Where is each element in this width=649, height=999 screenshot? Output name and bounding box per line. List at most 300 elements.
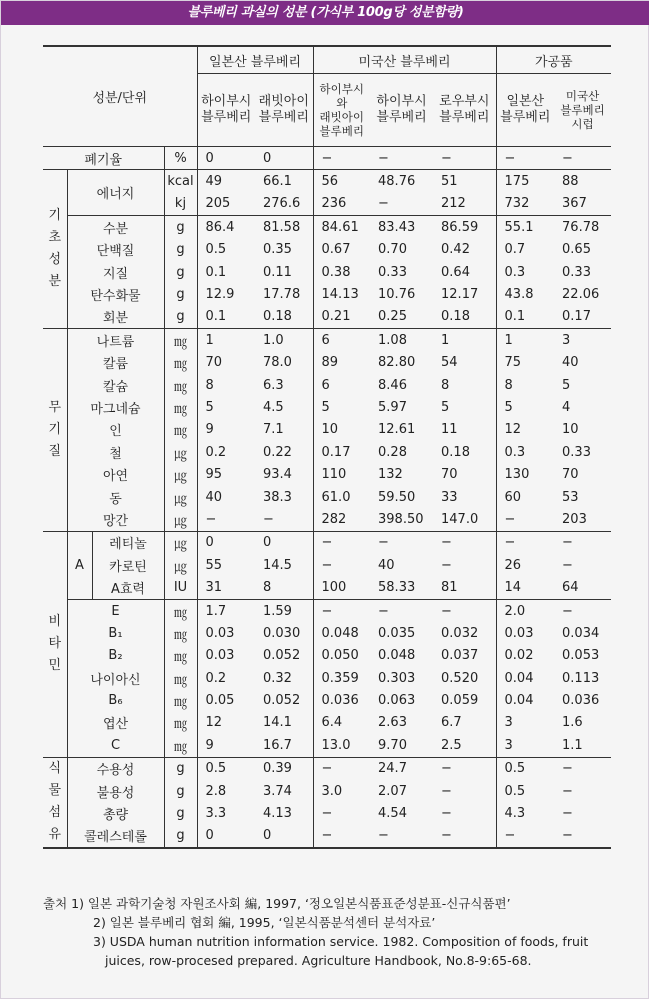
value-cell: 5.97 xyxy=(378,399,407,415)
value-cell: 0.052 xyxy=(263,648,301,664)
value-cell: 0.059 xyxy=(441,693,479,709)
category-char: 섬 xyxy=(48,805,62,821)
value-cell: 86.4 xyxy=(197,216,255,239)
category-char: 유 xyxy=(48,827,62,843)
column-header-line: 미국산 xyxy=(565,89,600,103)
value-cell: 0.048 xyxy=(313,622,370,644)
value-cell: − xyxy=(496,508,554,531)
value-cell: − xyxy=(433,147,496,170)
value-cell: 1 xyxy=(197,329,255,352)
unit-cell: IU xyxy=(164,576,197,599)
value-cell: − xyxy=(562,806,573,822)
column-header xyxy=(197,74,255,147)
column-header-line: 래빗아이 xyxy=(319,110,364,124)
value-cell: − xyxy=(313,757,370,780)
value-cell: 0.3 xyxy=(496,261,554,283)
value-cell: 3.0 xyxy=(313,780,370,802)
value-cell: 5 xyxy=(562,377,571,393)
value-cell: 7.1 xyxy=(263,422,284,438)
row-retinol xyxy=(43,531,611,554)
value-cell: 70 xyxy=(441,467,458,483)
nutrition-table xyxy=(43,45,611,849)
value-cell: 88 xyxy=(554,170,611,193)
unit-cell: ㎎ xyxy=(164,419,197,441)
row-potassium xyxy=(43,352,611,374)
row-vit_b1 xyxy=(43,622,611,644)
unit-cell: ㎍ xyxy=(164,441,197,463)
value-cell: 0.052 xyxy=(263,693,301,709)
unit-cell: ㎎ xyxy=(164,374,197,396)
value-cell: 0 xyxy=(255,825,313,848)
value-cell: 0.053 xyxy=(562,648,600,664)
category-char: 비 xyxy=(48,614,62,630)
group-header-usa: 미국산 블루베리 xyxy=(313,46,496,74)
component-name: 인 xyxy=(109,424,122,440)
component-name: 지질 xyxy=(102,266,129,282)
value-cell: 0.03 xyxy=(197,622,255,644)
value-cell: 22.06 xyxy=(562,287,600,303)
row-energy-kcal xyxy=(43,170,611,193)
category-char: 민 xyxy=(48,658,62,674)
value-cell: 10 xyxy=(562,422,579,438)
value-cell: 8 xyxy=(441,377,450,393)
value-cell: 0.25 xyxy=(378,309,407,325)
column-header-line: 블루베리 xyxy=(560,103,605,117)
source-note-3: 3) USDA human nutrition information service. 1982. Composition of foods, fruit xyxy=(93,934,589,949)
row-copper xyxy=(43,486,611,508)
value-cell: 0.034 xyxy=(562,625,600,641)
row-protein xyxy=(43,239,611,261)
row-carotene xyxy=(43,554,611,576)
category-char: 질 xyxy=(48,443,62,459)
value-cell: 5 xyxy=(313,396,370,418)
value-cell: 61.0 xyxy=(313,486,370,508)
value-cell: 12.61 xyxy=(378,422,416,438)
value-cell: 0.03 xyxy=(496,622,554,644)
unit-cell: g xyxy=(164,306,197,329)
value-cell: − xyxy=(433,599,496,622)
page-title: 블루베리 과실의 성분 (가식부 100g당 성분함량) xyxy=(1,1,649,25)
value-cell: − xyxy=(313,554,370,576)
component-name: 엽산 xyxy=(102,717,129,733)
value-cell: − xyxy=(313,147,370,170)
column-header-line: 블루베리 xyxy=(258,110,309,125)
value-cell: 8.46 xyxy=(378,377,407,393)
value-cell: − xyxy=(313,531,370,554)
component-name: 아연 xyxy=(102,469,129,485)
value-cell: − xyxy=(562,557,573,573)
value-cell: 0.5 xyxy=(197,239,255,261)
row-sodium xyxy=(43,329,611,352)
value-cell: 100 xyxy=(313,576,370,599)
value-cell: 0.3 xyxy=(496,441,554,463)
column-header xyxy=(313,74,370,147)
component-name: 총량 xyxy=(102,808,129,824)
component-unit-header: 성분/단위 xyxy=(43,46,197,147)
component-name: 수분 xyxy=(67,216,164,239)
value-cell: 5 xyxy=(441,399,450,415)
column-header-line: 래빗아이 xyxy=(258,94,309,109)
component-name: 탄수화물 xyxy=(90,289,141,305)
value-cell: 0.063 xyxy=(378,693,416,709)
value-cell: 58.33 xyxy=(378,580,416,596)
value-cell: 0.2 xyxy=(197,667,255,689)
value-cell: 0.04 xyxy=(496,667,554,689)
value-cell: 0.70 xyxy=(378,242,407,258)
column-header xyxy=(554,74,611,147)
value-cell: 0 xyxy=(197,147,255,170)
unit-cell: ㎍ xyxy=(164,486,197,508)
value-cell: 0.42 xyxy=(441,242,470,258)
value-cell: 14.1 xyxy=(263,715,292,731)
category-char: 무 xyxy=(48,399,62,415)
value-cell: 1.6 xyxy=(562,715,583,731)
value-cell: 0.303 xyxy=(378,670,416,686)
unit-cell: g xyxy=(164,216,197,239)
value-cell: 0.11 xyxy=(263,264,292,280)
value-cell: 14.5 xyxy=(263,557,292,573)
unit-cell: kj xyxy=(164,193,197,216)
value-cell: 70 xyxy=(197,352,255,374)
value-cell: 0.04 xyxy=(496,689,554,711)
value-cell: 3.3 xyxy=(197,802,255,824)
value-cell: 84.61 xyxy=(313,216,370,239)
value-cell: 9 xyxy=(197,734,255,757)
component-name: B₆ xyxy=(108,693,123,709)
row-vit_e xyxy=(43,599,611,622)
value-cell: 12 xyxy=(197,712,255,734)
unit-cell: g xyxy=(164,283,197,305)
value-cell: 11 xyxy=(441,422,458,438)
value-cell: 132 xyxy=(378,467,403,483)
value-cell: 0.036 xyxy=(562,693,600,709)
value-cell: 0.036 xyxy=(313,689,370,711)
value-cell: 83.43 xyxy=(370,216,433,239)
value-cell: 93.4 xyxy=(263,467,292,483)
value-cell: − xyxy=(197,508,255,531)
category-char: 성 xyxy=(48,252,62,268)
value-cell: 1.59 xyxy=(255,599,313,622)
value-cell: − xyxy=(433,825,496,848)
value-cell: 205 xyxy=(197,193,255,216)
value-cell: 6.3 xyxy=(263,377,284,393)
unit-cell: g xyxy=(164,239,197,261)
value-cell: 40 xyxy=(197,486,255,508)
header-row-groups xyxy=(43,46,611,74)
value-cell: 0.18 xyxy=(441,309,470,325)
value-cell: 0.037 xyxy=(441,648,479,664)
category-char: 물 xyxy=(48,783,62,799)
value-cell: 1.1 xyxy=(562,737,583,753)
row-phosphorus xyxy=(43,419,611,441)
value-cell: − xyxy=(496,147,554,170)
value-cell: 6 xyxy=(313,329,370,352)
row-cholesterol xyxy=(43,825,611,848)
value-cell: 4 xyxy=(562,399,571,415)
value-cell: 0 xyxy=(255,531,313,554)
value-cell: − xyxy=(554,531,611,554)
value-cell: 43.8 xyxy=(496,283,554,305)
unit-cell: ㎎ xyxy=(164,645,197,667)
value-cell: − xyxy=(562,783,573,799)
column-header xyxy=(370,74,433,147)
unit-cell: ㎍ xyxy=(164,463,197,485)
value-cell: 13.0 xyxy=(313,734,370,757)
value-cell: 2.0 xyxy=(496,599,554,622)
unit-cell: ㎎ xyxy=(164,622,197,644)
column-header-line: 하이부시 xyxy=(201,94,252,109)
unit-cell: g xyxy=(164,780,197,802)
component-name: C xyxy=(110,737,121,753)
value-cell: 203 xyxy=(562,511,587,527)
component-name: B₂ xyxy=(108,648,123,664)
column-header-line: 하이부시 xyxy=(376,94,427,109)
value-cell: − xyxy=(496,825,554,848)
value-cell: 9 xyxy=(197,419,255,441)
category-vitamin xyxy=(43,531,67,757)
value-cell: − xyxy=(441,806,452,822)
category-char: 초 xyxy=(48,230,62,246)
category-char: 식 xyxy=(48,761,62,777)
value-cell: 0.17 xyxy=(562,309,591,325)
source-note-2: 2) 일본 블루베리 협회 編, 1995, ‘일본식품분석센터 분석자료’ xyxy=(93,915,436,930)
component-name: 마그네슘 xyxy=(90,401,141,417)
unit-cell: ㎎ xyxy=(164,667,197,689)
value-cell: 0.035 xyxy=(378,625,416,641)
value-cell: 4.3 xyxy=(496,802,554,824)
value-cell: 6 xyxy=(313,374,370,396)
category-fiber xyxy=(43,757,67,848)
component-name: 불용성 xyxy=(96,785,135,801)
value-cell: 12.9 xyxy=(197,283,255,305)
value-cell: 1.7 xyxy=(197,599,255,622)
row-vit_c xyxy=(43,734,611,757)
row-manganese xyxy=(43,508,611,531)
row-calcium xyxy=(43,374,611,396)
value-cell: 60 xyxy=(496,486,554,508)
value-cell: 59.50 xyxy=(378,489,416,505)
value-cell: 0.05 xyxy=(197,689,255,711)
value-cell: − xyxy=(263,511,274,527)
value-cell: − xyxy=(313,802,370,824)
value-cell: − xyxy=(554,825,611,848)
row-ash xyxy=(43,306,611,329)
value-cell: 0.359 xyxy=(313,667,370,689)
value-cell: 1.0 xyxy=(255,329,313,352)
component-name: 칼슘 xyxy=(102,379,129,395)
column-header-line: 블루베리 xyxy=(201,110,252,125)
value-cell: 6.7 xyxy=(441,715,462,731)
row-insoluble xyxy=(43,780,611,802)
value-cell: 3.74 xyxy=(263,783,292,799)
category-char: 기 xyxy=(48,208,62,224)
value-cell: 0.032 xyxy=(441,625,479,641)
value-cell: 0.520 xyxy=(441,670,479,686)
value-cell: 0.1 xyxy=(197,306,255,329)
value-cell: 24.7 xyxy=(370,757,433,780)
value-cell: 0.02 xyxy=(496,645,554,667)
value-cell: 9.70 xyxy=(378,737,407,753)
component-name: 레티놀 xyxy=(92,531,164,554)
value-cell: − xyxy=(554,147,611,170)
value-cell: − xyxy=(496,531,554,554)
value-cell: 8 xyxy=(197,374,255,396)
value-cell: 49 xyxy=(197,170,255,193)
component-name: 수용성 xyxy=(67,757,164,780)
value-cell: 0.33 xyxy=(562,444,591,460)
unit-cell: g xyxy=(164,757,197,780)
unit-cell: ㎎ xyxy=(164,734,197,757)
row-folate xyxy=(43,712,611,734)
unit-cell: ㎎ xyxy=(164,712,197,734)
value-cell: 4.13 xyxy=(263,806,292,822)
component-name: 나트륨 xyxy=(67,329,164,352)
value-cell: 0.5 xyxy=(197,757,255,780)
component-name: A효력 xyxy=(110,582,145,598)
component-name: E xyxy=(67,599,164,622)
value-cell: − xyxy=(441,783,452,799)
unit-cell: g xyxy=(164,261,197,283)
column-header-line: 블루베리 xyxy=(439,110,490,125)
component-name: 철 xyxy=(109,446,122,462)
unit-cell: ㎎ xyxy=(164,396,197,418)
value-cell: 0.21 xyxy=(313,306,370,329)
column-header-line: 하이부시와 xyxy=(319,82,364,110)
value-cell: 10 xyxy=(313,419,370,441)
row-a_potency xyxy=(43,576,611,599)
value-cell: 0.28 xyxy=(378,444,407,460)
value-cell: 86.59 xyxy=(433,216,496,239)
value-cell: − xyxy=(441,557,452,573)
value-cell: 56 xyxy=(313,170,370,193)
value-cell: 0.050 xyxy=(313,645,370,667)
value-cell: 40 xyxy=(562,355,579,371)
value-cell: 276.6 xyxy=(263,196,301,212)
value-cell: 95 xyxy=(197,463,255,485)
value-cell: 0.113 xyxy=(562,670,600,686)
row-iron xyxy=(43,441,611,463)
category-char: 타 xyxy=(48,636,62,652)
value-cell: 31 xyxy=(197,576,255,599)
value-cell: 26 xyxy=(496,554,554,576)
source-note-4: juices, row-procesed prepared. Agriculture Handbook, No.8-9:65-68. xyxy=(105,953,532,968)
value-cell: 0 xyxy=(197,531,255,554)
row-total_fiber xyxy=(43,802,611,824)
value-cell: 3 xyxy=(554,329,611,352)
value-cell: 282 xyxy=(313,508,370,531)
value-cell: 82.80 xyxy=(378,355,416,371)
value-cell: 33 xyxy=(441,489,458,505)
unit-cell: g xyxy=(164,825,197,848)
row-water xyxy=(43,216,611,239)
value-cell: 1.08 xyxy=(370,329,433,352)
value-cell: 732 xyxy=(496,193,554,216)
column-header-line: 블루베리 xyxy=(319,124,364,138)
value-cell: − xyxy=(554,757,611,780)
value-cell: 398.50 xyxy=(378,511,424,527)
value-cell: 0.67 xyxy=(313,239,370,261)
value-cell: − xyxy=(370,147,433,170)
value-cell: 0.1 xyxy=(496,306,554,329)
value-cell: 2.63 xyxy=(378,715,407,731)
unit-cell: ㎎ xyxy=(164,599,197,622)
value-cell: 0.030 xyxy=(263,625,301,641)
value-cell: 70 xyxy=(562,467,579,483)
value-cell: 0.18 xyxy=(441,444,470,460)
value-cell: − xyxy=(370,531,433,554)
column-header-line: 일본산 xyxy=(506,94,545,109)
value-cell: 0.64 xyxy=(441,264,470,280)
value-cell: 55.1 xyxy=(496,216,554,239)
value-cell: 367 xyxy=(562,196,587,212)
value-cell: 51 xyxy=(433,170,496,193)
row-vit_b2 xyxy=(43,645,611,667)
value-cell: 75 xyxy=(496,352,554,374)
value-cell: 48.76 xyxy=(370,170,433,193)
unit-cell: ㎍ xyxy=(164,508,197,531)
component-name: B₁ xyxy=(108,625,123,641)
value-cell: 0.35 xyxy=(263,242,292,258)
row-waste xyxy=(43,147,611,170)
unit-cell: ㎎ xyxy=(164,352,197,374)
component-name: 폐기율 xyxy=(43,147,164,170)
value-cell: 0.65 xyxy=(562,242,591,258)
row-vit_b6 xyxy=(43,689,611,711)
component-name: 망간 xyxy=(102,513,129,529)
value-cell: 0.18 xyxy=(263,309,292,325)
value-cell: 12 xyxy=(496,419,554,441)
row-niacin xyxy=(43,667,611,689)
row-fat xyxy=(43,261,611,283)
value-cell: − xyxy=(378,196,389,212)
value-cell: − xyxy=(433,757,496,780)
value-cell: − xyxy=(370,599,433,622)
component-name: 카로틴 xyxy=(109,559,147,575)
group-header-japan: 일본산 블루베리 xyxy=(197,46,313,74)
value-cell: 76.78 xyxy=(554,216,611,239)
value-cell: 55 xyxy=(197,554,255,576)
value-cell: − xyxy=(554,599,611,622)
component-name: 회분 xyxy=(102,311,129,327)
value-cell: − xyxy=(433,531,496,554)
group-header-processed: 가공품 xyxy=(496,46,611,74)
component-name: 칼륨 xyxy=(102,357,129,373)
value-cell: 2.07 xyxy=(378,783,407,799)
value-cell: 3 xyxy=(496,712,554,734)
value-cell: 0 xyxy=(255,147,313,170)
value-cell: 17.78 xyxy=(263,287,301,303)
column-header xyxy=(433,74,496,147)
source-notes xyxy=(43,894,613,970)
value-cell: 2.8 xyxy=(197,780,255,802)
value-cell: 0.32 xyxy=(263,670,292,686)
value-cell: 5 xyxy=(197,396,255,418)
unit-cell: % xyxy=(164,147,197,170)
category-char: 기 xyxy=(48,421,62,437)
column-header xyxy=(255,74,313,147)
column-header-line: 시럽 xyxy=(571,117,594,131)
value-cell: 1 xyxy=(496,329,554,352)
value-cell: 110 xyxy=(313,463,370,485)
value-cell: 130 xyxy=(496,463,554,485)
value-cell: 81.58 xyxy=(255,216,313,239)
value-cell: 0.5 xyxy=(496,757,554,780)
value-cell: − xyxy=(313,599,370,622)
value-cell: 12.17 xyxy=(441,287,479,303)
value-cell: 53 xyxy=(562,489,579,505)
component-name: 에너지 xyxy=(67,170,164,216)
value-cell: 2.5 xyxy=(441,737,462,753)
